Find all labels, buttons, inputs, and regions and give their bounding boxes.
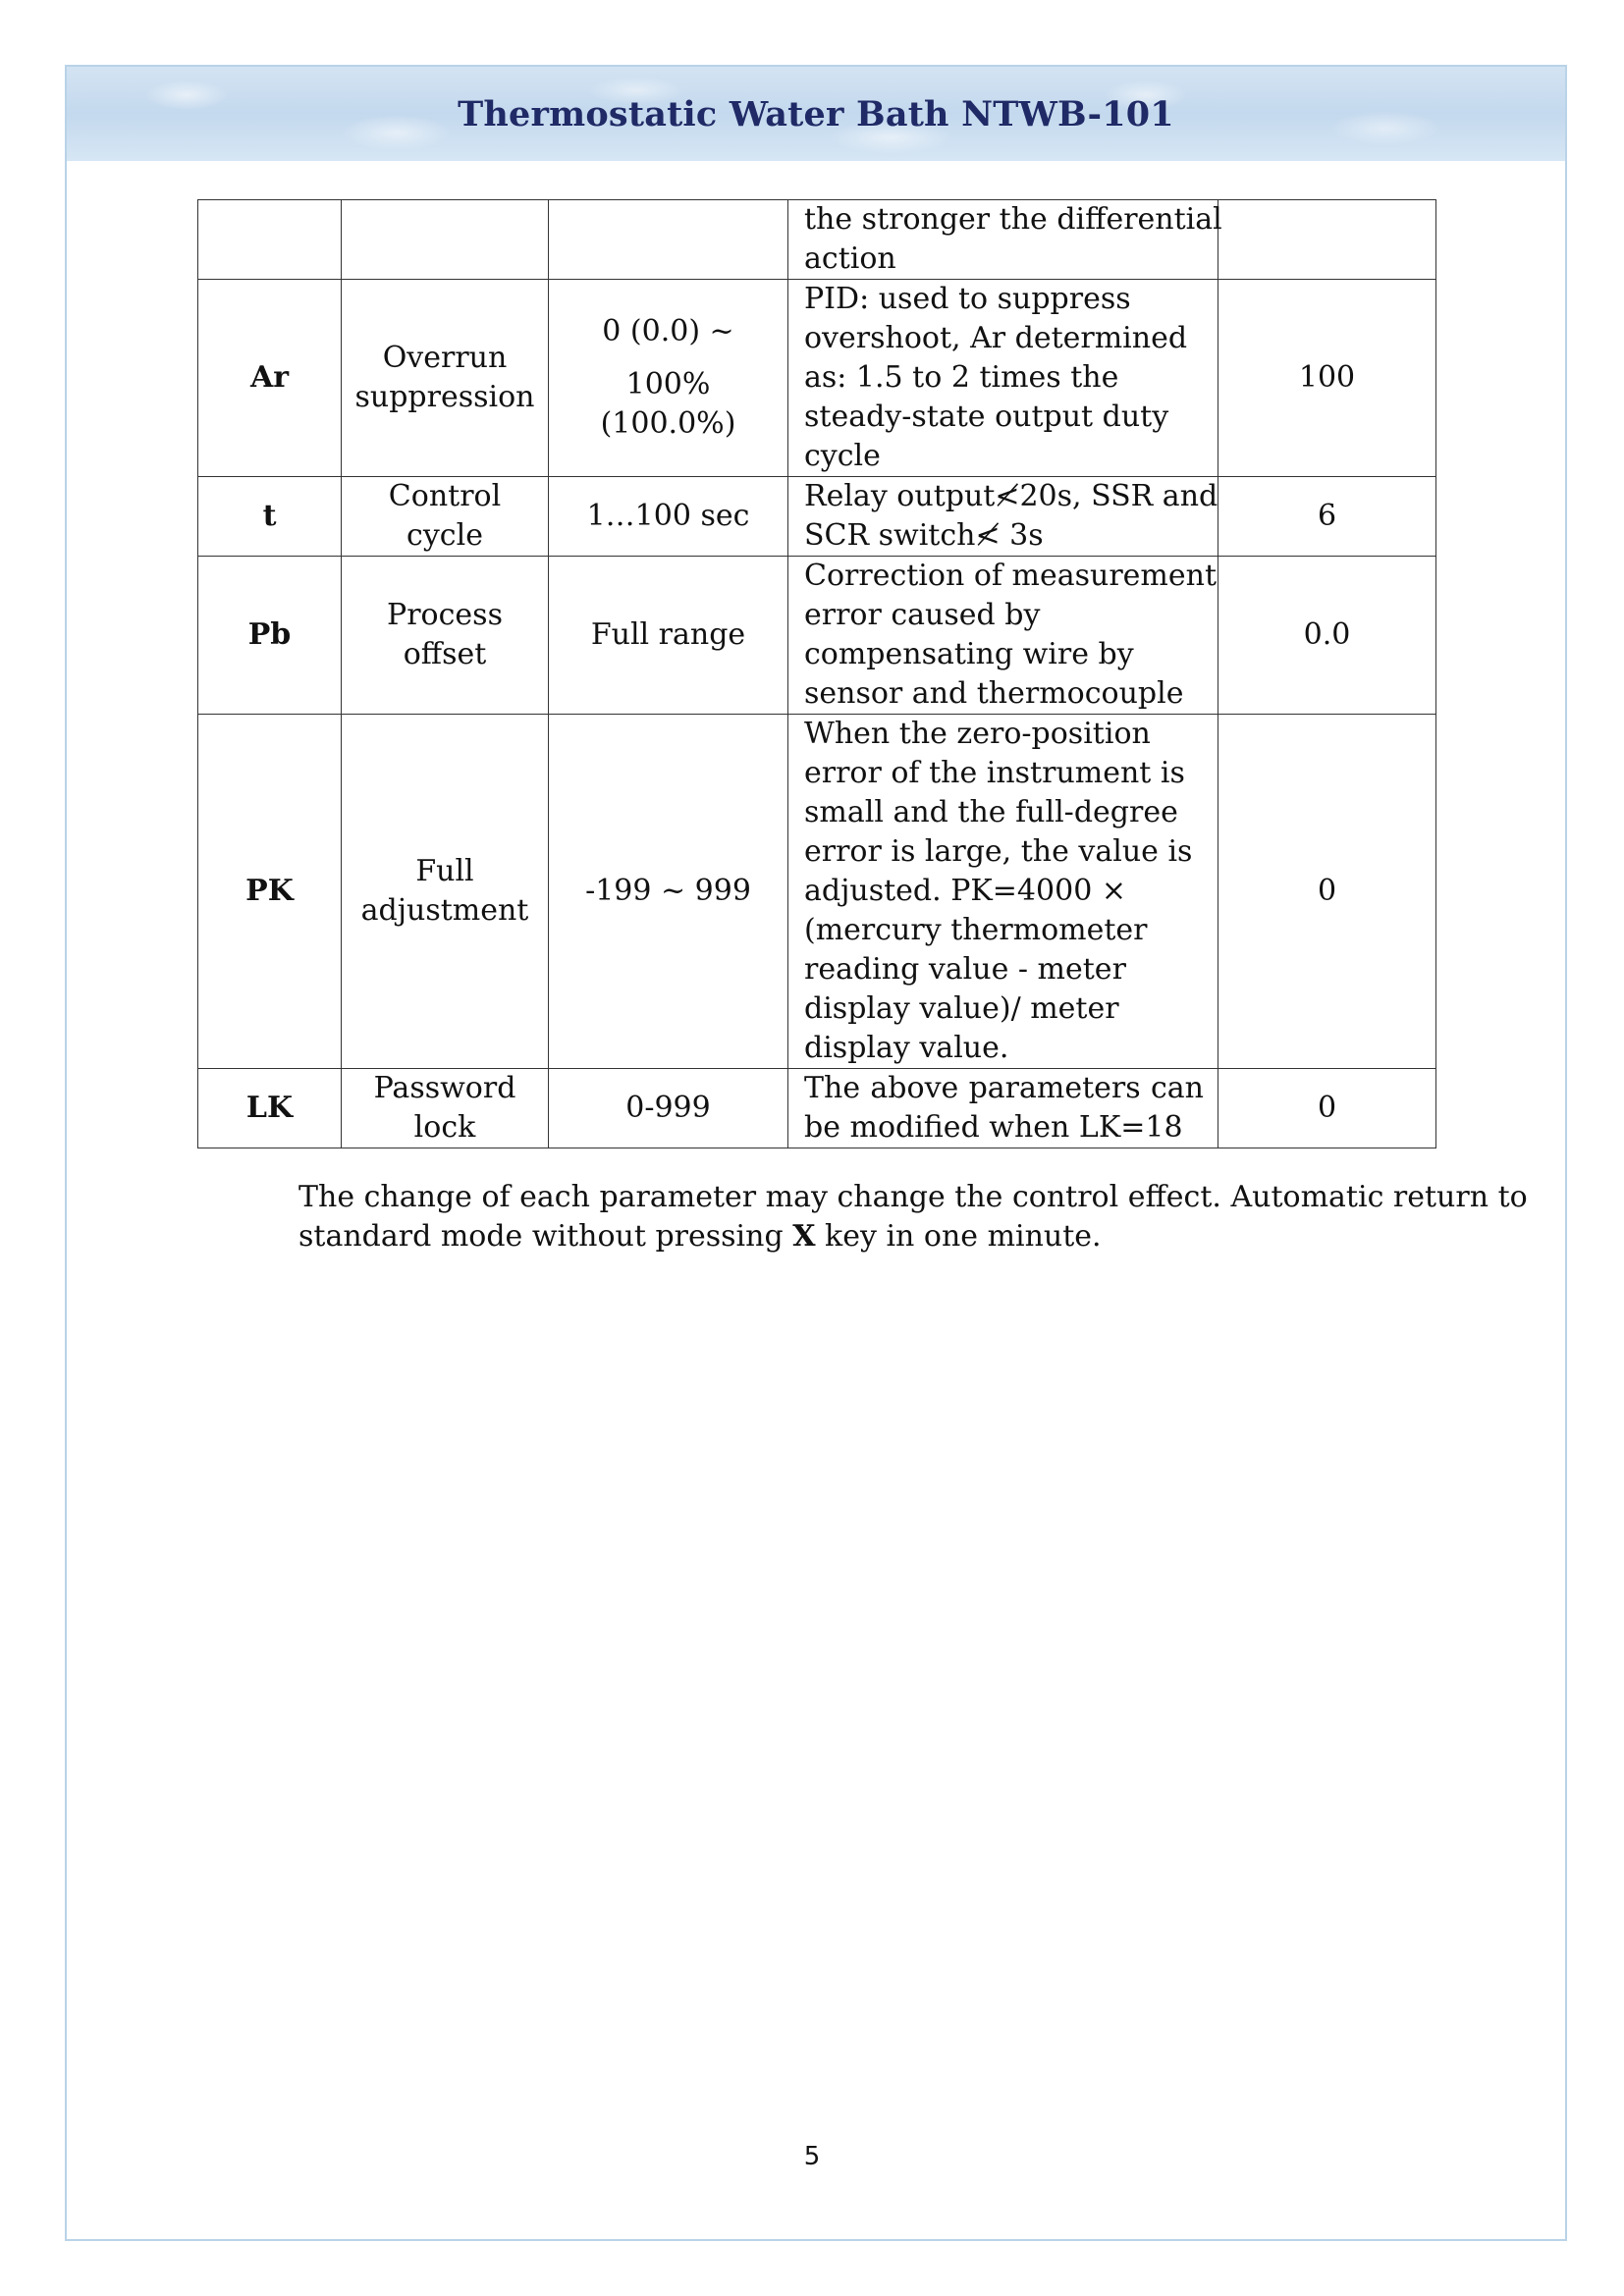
param-description-cell [788, 477, 1218, 557]
description-line: be modified when LK=18 [804, 1110, 1183, 1145]
param-name-line: lock [413, 1110, 476, 1145]
param-default-cell [1218, 477, 1436, 557]
param-name-line: offset [403, 637, 487, 671]
description-line: (mercury thermometer [804, 913, 1148, 947]
description-line: adjusted. PK=4000 × [804, 874, 1126, 908]
param-name-line: Full [415, 854, 474, 888]
description-line: display value)/ meter [804, 991, 1119, 1026]
page-number: 5 [803, 2142, 821, 2171]
param-code: Pb [247, 617, 292, 652]
param-name-line: adjustment [360, 893, 529, 928]
description-line: compensating wire by [804, 637, 1134, 671]
description-line: The above parameters can [804, 1071, 1204, 1105]
param-range-line: (100.0%) [600, 406, 736, 441]
key-label: X [792, 1219, 816, 1254]
param-description-cell [788, 280, 1218, 477]
param-code-cell [198, 200, 342, 280]
param-name-line: Password [373, 1071, 516, 1105]
header-banner [67, 67, 1565, 161]
param-code: Ar [249, 360, 290, 395]
param-default-value: 100 [1298, 360, 1356, 395]
description-line: sensor and thermocouple [804, 676, 1184, 711]
description-line: action [804, 241, 896, 276]
description-line: as: 1.5 to 2 times the [804, 360, 1119, 395]
description-line: When the zero-position [804, 717, 1151, 751]
table-row [198, 1069, 1436, 1148]
param-default-cell [1218, 557, 1436, 715]
param-code-cell [198, 477, 342, 557]
description-line: Correction of measurement [804, 559, 1217, 593]
param-name-line: suppression [354, 380, 535, 414]
note-line [298, 1217, 1447, 1256]
description-line: reading value - meter [804, 952, 1126, 987]
table-row [198, 715, 1436, 1069]
param-range-cell [549, 1069, 788, 1148]
note-text: key in one minute. [815, 1219, 1102, 1254]
param-code-cell [198, 715, 342, 1069]
note-text: standard mode without pressing [298, 1219, 793, 1254]
param-code: LK [245, 1091, 294, 1125]
description-line: cycle [804, 439, 881, 473]
param-name-cell [342, 280, 549, 477]
description-line: display value. [804, 1031, 1009, 1065]
param-range-line: 1…100 sec [586, 499, 750, 533]
note-line: The change of each parameter may change the control effect. Automatic return to [298, 1180, 1528, 1214]
param-name-line: cycle [406, 518, 483, 553]
param-code: t [262, 499, 277, 533]
param-name-cell [342, 200, 549, 280]
description-line: error of the instrument is [804, 756, 1185, 790]
param-range-line: 0-999 [625, 1091, 711, 1125]
description-line: overshoot, Ar determined [804, 321, 1188, 355]
param-default-cell [1218, 200, 1436, 280]
param-range-line: 0 (0.0) ~ [602, 314, 734, 348]
param-description-cell [788, 557, 1218, 715]
param-code-cell [198, 557, 342, 715]
param-description-cell [788, 715, 1218, 1069]
param-name-cell [342, 477, 549, 557]
param-name-line: Overrun [382, 341, 508, 375]
description-line: SCR switch≮ 3s [804, 518, 1044, 553]
param-range-cell [549, 280, 788, 477]
table-row [198, 200, 1436, 280]
param-name-line: Process [387, 598, 503, 632]
param-description-cell [788, 1069, 1218, 1148]
param-default-value: 6 [1317, 499, 1337, 533]
description-line: small and the full-degree [804, 795, 1178, 829]
table-row [198, 557, 1436, 715]
param-name-cell [342, 1069, 549, 1148]
param-default-cell [1218, 280, 1436, 477]
param-range-cell [549, 557, 788, 715]
param-name-cell [342, 557, 549, 715]
description-line: Relay output≮20s, SSR and [804, 479, 1218, 513]
param-description-cell [788, 200, 1222, 280]
param-name-cell [342, 715, 549, 1069]
parameter-table [197, 199, 1436, 1148]
description-line: error caused by [804, 598, 1041, 632]
param-code: PK [245, 874, 294, 908]
param-default-cell [1218, 715, 1436, 1069]
param-range-line: Full range [590, 617, 746, 652]
document-title: Thermostatic Water Bath NTWB-101 [458, 93, 1174, 134]
param-range-line: -199 ~ 999 [585, 874, 751, 908]
description-line: the stronger the differential [804, 202, 1222, 237]
table-row [198, 477, 1436, 557]
param-code-cell [198, 1069, 342, 1148]
param-default-value: 0.0 [1303, 617, 1351, 652]
param-range-cell [549, 715, 788, 1069]
param-code-cell [198, 280, 342, 477]
param-range-cell [549, 200, 788, 280]
param-default-cell [1218, 1069, 1436, 1148]
table-row [198, 280, 1436, 477]
description-line: error is large, the value is [804, 834, 1193, 869]
param-name-line: Control [388, 479, 502, 513]
description-line: PID: used to suppress [804, 282, 1131, 316]
param-default-value: 0 [1317, 1091, 1337, 1125]
param-default-value: 0 [1317, 874, 1337, 908]
param-range-line: 100% [625, 367, 711, 401]
note-paragraph [298, 1178, 1528, 1256]
description-line: steady-state output duty [804, 400, 1169, 434]
param-range-cell [549, 477, 788, 557]
